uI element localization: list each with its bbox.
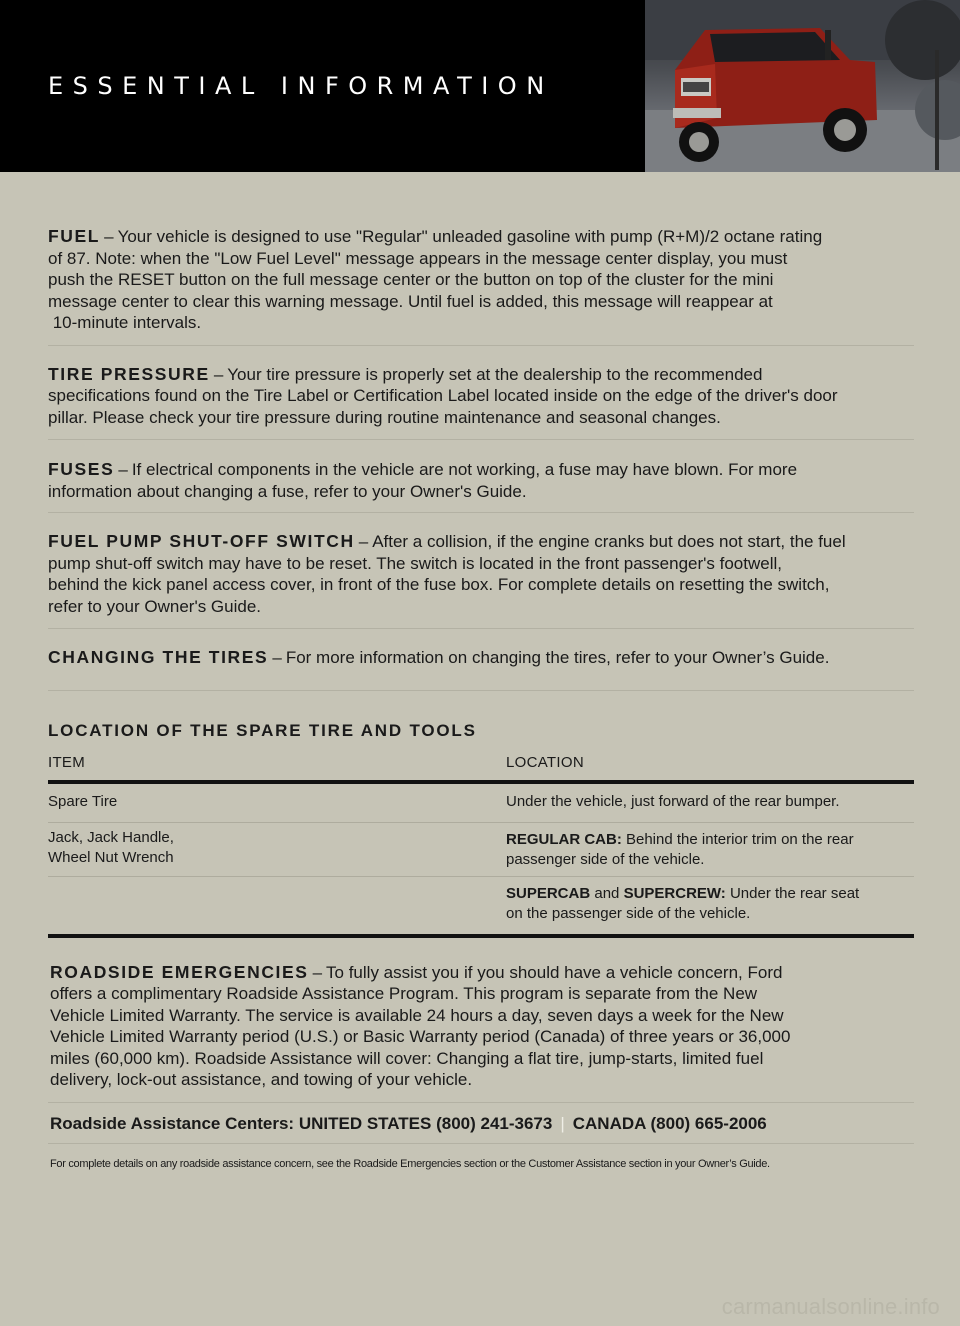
fuel-pump-title: FUEL PUMP SHUT-OFF SWITCH xyxy=(48,531,355,551)
dash: – xyxy=(118,460,128,479)
regular-cab-label: REGULAR CAB: xyxy=(506,830,622,848)
supercrew-label: SUPERCREW: xyxy=(623,884,726,902)
fuel-pump-line-2: pump shut-off switch may have to be reset. The switch is located in the front passenger's footwell, xyxy=(48,553,782,573)
location-cell xyxy=(506,884,906,924)
dash: – xyxy=(272,648,282,667)
divider xyxy=(48,1143,914,1144)
table-bottom-rule xyxy=(48,934,914,938)
divider xyxy=(48,1102,914,1103)
fuel-pump-line-1: After a collision, if the engine cranks but does not start, the fuel xyxy=(372,532,846,551)
location-line-2: passenger side of the vehicle. xyxy=(506,850,705,868)
fuses-line-1: If electrical components in the vehicle are not working, a fuse may have blown. For more xyxy=(131,460,798,479)
roadside-line-1: To fully assist you if you should have a vehicle concern, Ford xyxy=(326,962,783,982)
roadside-footnote: For complete details on any roadside assistance concern, see the Roadside Emergencies section or the Customer Assistance section in your Owner’s Guide. xyxy=(50,1157,770,1170)
centers-label: Roadside Assistance Centers: xyxy=(50,1113,295,1133)
fuel-pump-line-4: refer to your Owner's Guide. xyxy=(48,596,261,616)
row-divider xyxy=(48,876,914,877)
supercab-label: SUPERCAB xyxy=(506,884,591,902)
roadside-phones xyxy=(48,1114,914,1134)
item-line-1: Jack, Jack Handle, xyxy=(48,828,174,846)
table-row xyxy=(48,828,914,876)
changing-tires-title: CHANGING THE TIRES xyxy=(48,647,269,667)
divider xyxy=(48,512,914,513)
item-cell xyxy=(48,828,174,868)
dash: – xyxy=(213,364,224,384)
location-cell xyxy=(506,830,906,870)
location-cell: Under the vehicle, just forward of the rear bumper. xyxy=(506,792,840,810)
truck-photo xyxy=(645,0,960,172)
divider xyxy=(48,345,914,346)
truck-illustration xyxy=(645,0,960,172)
us-phone: UNITED STATES (800) 241-3673 xyxy=(298,1113,553,1133)
divider xyxy=(48,439,914,440)
roadside-line-5: miles (60,000 km). Roadside Assistance will cover: Changing a flat tire, jump-starts, limited fuel xyxy=(50,1048,764,1068)
fuel-title: FUEL xyxy=(48,226,101,246)
spare-table-title: LOCATION OF THE SPARE TIRE AND TOOLS xyxy=(48,720,477,740)
tire-pressure-line-2: specifications found on the Tire Label or Certification Label located inside on the edge of the driver's door xyxy=(48,386,838,405)
roadside-section xyxy=(48,962,914,1091)
table-row xyxy=(48,792,914,822)
tire-pressure-line-1: Your tire pressure is properly set at the dealership to the recommended xyxy=(227,364,763,384)
roadside-line-6: delivery, lock-out assistance, and towing of your vehicle. xyxy=(50,1070,473,1089)
fuses-section xyxy=(48,459,914,502)
item-cell: Spare Tire xyxy=(48,792,118,810)
canada-phone: CANADA (800) 665-2006 xyxy=(572,1113,767,1133)
fuel-pump-section xyxy=(48,531,914,617)
fuses-line-2: information about changing a fuse, refer to your Owner's Guide. xyxy=(48,481,527,501)
location-line-1: Behind the interior trim on the rear xyxy=(621,830,854,848)
fuses-title: FUSES xyxy=(48,459,115,479)
dash: – xyxy=(312,962,323,982)
divider xyxy=(48,690,914,691)
fuel-line-1: Your vehicle is designed to use "Regular" unleaded gasoline with pump (R+M)/2 octane rating xyxy=(117,227,823,246)
fuel-pump-line-3: behind the kick panel access cover, in front of the fuse box. For complete details on resetting the switch, xyxy=(48,575,830,594)
content xyxy=(48,222,914,1170)
tire-pressure-section xyxy=(48,364,914,429)
location-line-1: Under the rear seat xyxy=(725,884,860,902)
col-item-header: ITEM xyxy=(48,753,86,771)
fuel-line-3: push the RESET button on the full message center or the button on top of the cluster for the mini xyxy=(48,270,774,289)
item-line-2: Wheel Nut Wrench xyxy=(48,848,174,866)
phone-separator: | xyxy=(560,1113,565,1133)
dash: – xyxy=(358,532,369,551)
table-top-rule xyxy=(48,780,914,784)
divider xyxy=(48,628,914,629)
roadside-line-4: Vehicle Limited Warranty period (U.S.) or Basic Warranty period (Canada) of three years or 36,000 xyxy=(50,1027,791,1046)
and-text: and xyxy=(590,884,624,902)
fuel-section xyxy=(48,226,914,334)
fuel-line-2: of 87. Note: when the "Low Fuel Level" message appears in the message center display, you must xyxy=(48,248,788,268)
roadside-line-2: offers a complimentary Roadside Assistance Program. This program is separate from the New xyxy=(50,984,758,1003)
roadside-line-3: Vehicle Limited Warranty. The service is available 24 hours a day, seven days a week for the New xyxy=(50,1005,784,1025)
table-row xyxy=(48,884,914,934)
watermark: carmanualsonline.info xyxy=(721,1294,940,1319)
location-line-2: on the passenger side of the vehicle. xyxy=(506,904,751,922)
changing-tires-line-1: For more information on changing the tires, refer to your Owner’s Guide. xyxy=(285,648,830,667)
fuel-line-4: message center to clear this warning message. Until fuel is added, this message will reappear at xyxy=(48,291,773,311)
fuel-line-5: 10-minute intervals. xyxy=(48,313,202,332)
changing-tires-section xyxy=(48,647,914,669)
tire-pressure-title: TIRE PRESSURE xyxy=(48,363,210,384)
row-divider xyxy=(48,822,914,823)
page-title: ESSENTIAL INFORMATION xyxy=(48,72,554,100)
col-location-header: LOCATION xyxy=(506,753,584,771)
roadside-title: ROADSIDE EMERGENCIES xyxy=(50,961,309,982)
page-header xyxy=(0,0,960,172)
dash: – xyxy=(104,227,114,246)
tire-pressure-line-3: pillar. Please check your tire pressure during routine maintenance and seasonal changes. xyxy=(48,407,721,427)
table-header-row xyxy=(48,753,914,773)
